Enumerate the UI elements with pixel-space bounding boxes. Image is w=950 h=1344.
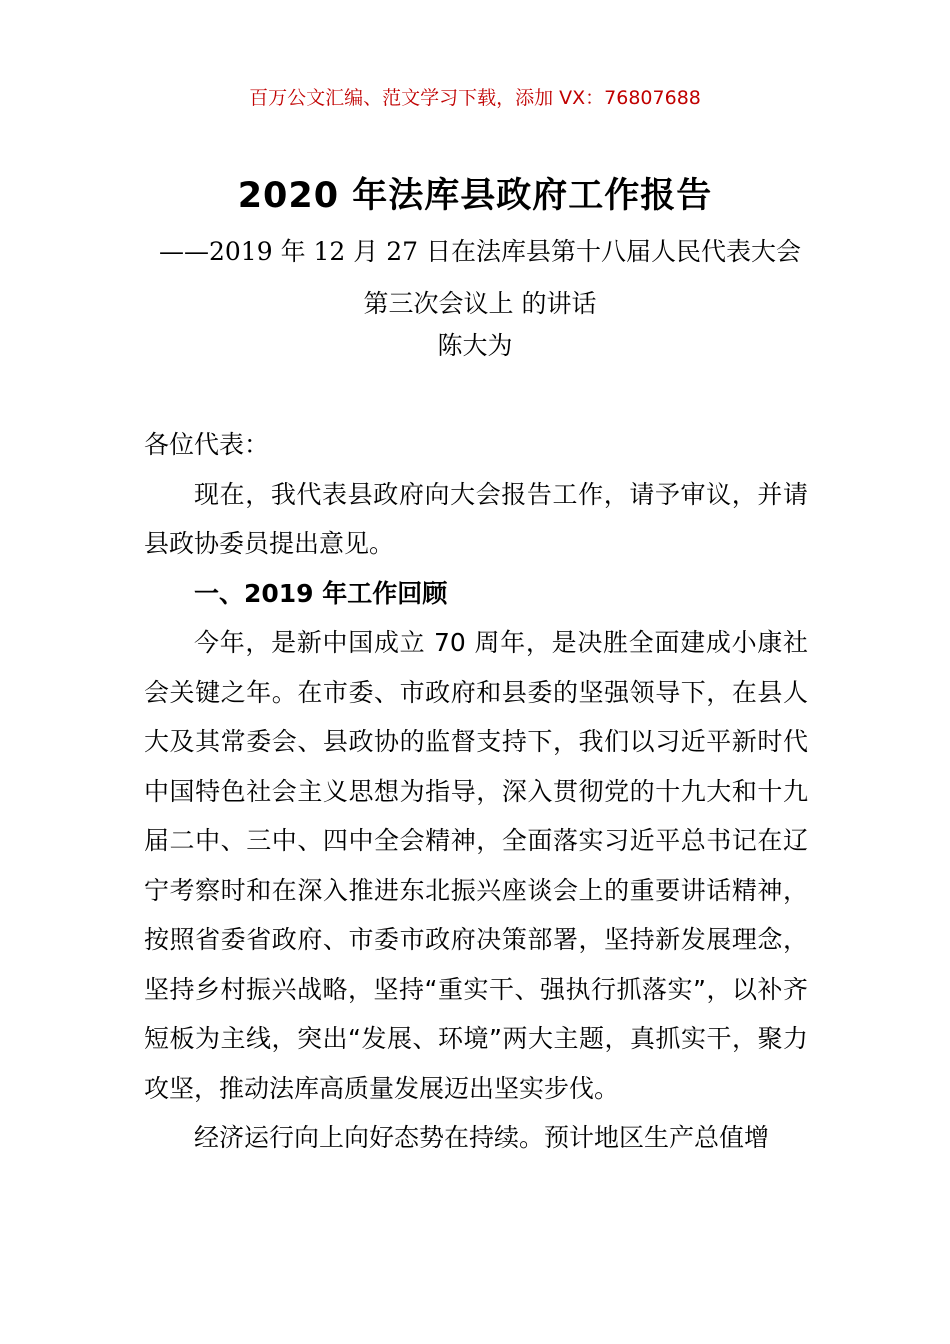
author-name: 陈大为 (437, 331, 513, 360)
section-heading: 一、2019 年工作回顾 (194, 578, 448, 608)
header-note: 百万公文汇编、范文学习下载，添加 VX：76807688 (249, 87, 701, 109)
intro-paragraph: 现在，我代表县政府向大会报告工作，请予审议，并请县政协委员提出意见。 (144, 479, 808, 558)
salutation: 各位代表： (144, 430, 270, 459)
document-subtitle: ——2019 年 12 月 27 日在法库县第十八届人民代表大会第三次会议上 的讲话 (159, 237, 801, 318)
body-paragraph: 今年，是新中国成立 70 周年，是决胜全面建成小康社会关键之年。在市委、市政府和县委的坚强领导下，在县人大及其常委会、县政协的监督支持下，我们以习近平新时代中国特色社会主义思想为指导，深入贯彻党的十九大和十九届二中、三中、四中全会精神，全面落实习近平总书记在辽宁考察时和在深入推进东北振兴座谈会上的重要讲话精神，按照省委省政府、市委市政府决策部署，坚持新发展理念，坚持乡村振兴战略，坚持“重实干、强执行抓落实”，以补齐短板为主线，突出“发展、环境”两大主题，真抓实干，聚力攻坚，推动法库高质量发展迈出坚实步伐。 (144, 628, 808, 1103)
body-paragraph: 经济运行向上向好态势在持续。预计地区生产总值增 (194, 1123, 770, 1152)
document-body (144, 420, 808, 1163)
document-title: 2020 年法库县政府工作报告 (237, 176, 713, 216)
